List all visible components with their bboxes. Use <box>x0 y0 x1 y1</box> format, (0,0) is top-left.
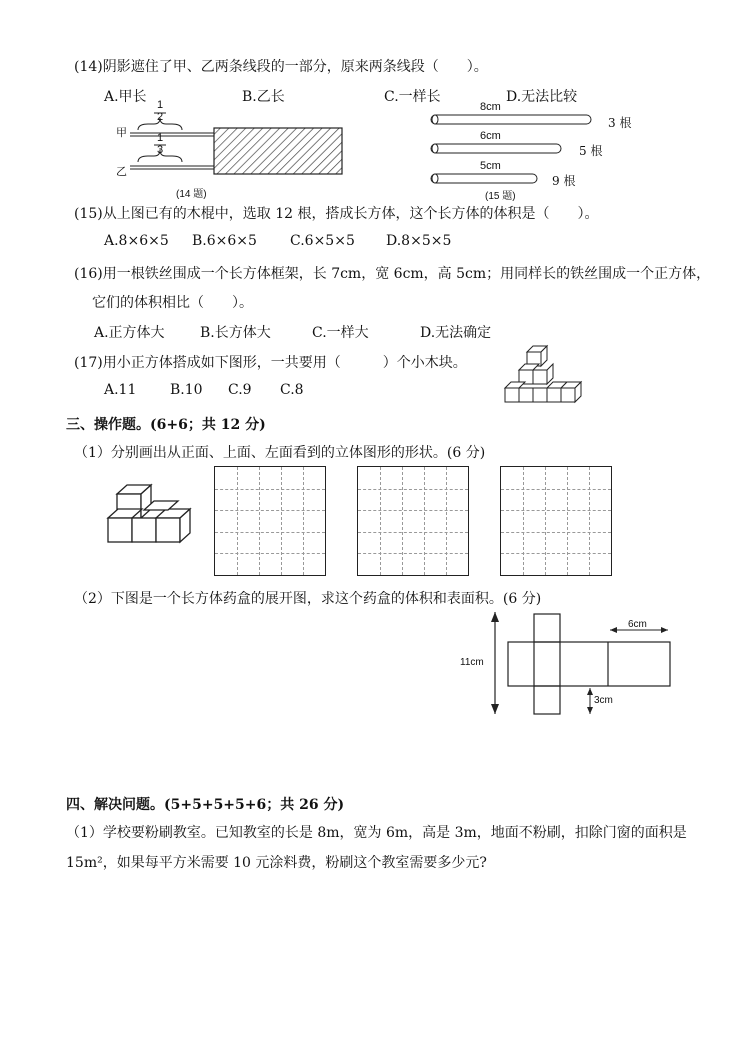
section4-p1-line2 <box>66 852 487 872</box>
q14-frac-bot-den: 3 <box>157 144 164 156</box>
section4-p1-rest: ，如果每平方米需要 10 元涂料费，粉刷这个教室需要多少元? <box>102 855 487 871</box>
q17-option-a: A.11 <box>104 382 137 398</box>
net-height-label: 11cm <box>460 657 484 668</box>
stick-6-count: 5 根 <box>579 144 603 158</box>
stick-5-count: 9 根 <box>552 174 576 188</box>
q14-label-yi: 乙 <box>116 165 127 178</box>
section4-title: 四、解决问题。(5+5+5+5+6；共 26 分) <box>66 797 345 813</box>
q15-option-d: D.8×5×5 <box>386 233 452 249</box>
q14-label-jia: 甲 <box>116 126 127 139</box>
q14-option-c: C.一样长 <box>384 89 441 105</box>
q17-option-b: B.10 <box>170 382 203 398</box>
stick-8-length: 8cm <box>480 101 501 113</box>
q14-option-d: D.无法比较 <box>506 89 578 105</box>
q14-option-a: A.甲长 <box>104 89 147 105</box>
q17-stem: (17)用小正方体搭成如下图形，一共要用（ ）个小木块。 <box>74 355 467 371</box>
q16-option-b: B.长方体大 <box>200 325 271 341</box>
net-depth-label: 3cm <box>594 695 613 706</box>
q15-stem: (15)从上图已有的木棍中，选取 12 根，搭成长方体，这个长方体的体积是（ ）。 <box>74 206 599 222</box>
q16-option-d: D.无法确定 <box>420 325 492 341</box>
q14-frac-top-den: 2 <box>157 111 164 123</box>
q14-frac-top-num: 1 <box>157 99 164 111</box>
q14-option-b: B.乙长 <box>242 89 285 105</box>
section3-p2: （2）下图是一个长方体药盒的展开图，求这个药盒的体积和表面积。(6 分) <box>74 591 542 607</box>
q17-option-c: C.9 <box>228 382 252 398</box>
q16-option-c: C.一样大 <box>312 325 369 341</box>
section3-title: 三、操作题。(6+6；共 12 分) <box>66 417 266 433</box>
stick-8-count: 3 根 <box>608 116 632 130</box>
q15-option-a: A.8×6×5 <box>104 233 169 249</box>
net-width-label: 6cm <box>628 619 647 630</box>
stick-5-length: 5cm <box>480 160 501 172</box>
q16-stem-line2: 它们的体积相比（ ）。 <box>92 295 253 311</box>
q15-option-c: C.6×5×5 <box>290 233 355 249</box>
q15-caption: (15 题) <box>485 191 516 202</box>
q14-stem: (14)阴影遮住了甲、乙两条线段的一部分，原来两条线段（ ）。 <box>74 59 488 75</box>
q17-option-d: C.8 <box>280 382 304 398</box>
stick-6-length: 6cm <box>480 130 501 142</box>
q15-option-b: B.6×6×5 <box>192 233 257 249</box>
q16-option-a: A.正方体大 <box>94 325 165 341</box>
q14-caption: (14 题) <box>176 189 207 200</box>
section4-p1-line1: （1）学校要粉刷教室。已知教室的长是 8m，宽为 6m，高是 3m，地面不粉刷，扣除门窗的面积是 <box>66 825 687 841</box>
area-value: 15m² <box>66 855 103 871</box>
section3-p1: （1）分别画出从正面、上面、左面看到的立体图形的形状。(6 分) <box>74 445 486 461</box>
q14-frac-bot-num: 1 <box>157 132 164 144</box>
q16-stem-line1: (16)用一根铁丝围成一个长方体框架，长 7cm，宽 6cm，高 5cm；用同样长的铁丝围成一个正方体， <box>74 266 711 282</box>
